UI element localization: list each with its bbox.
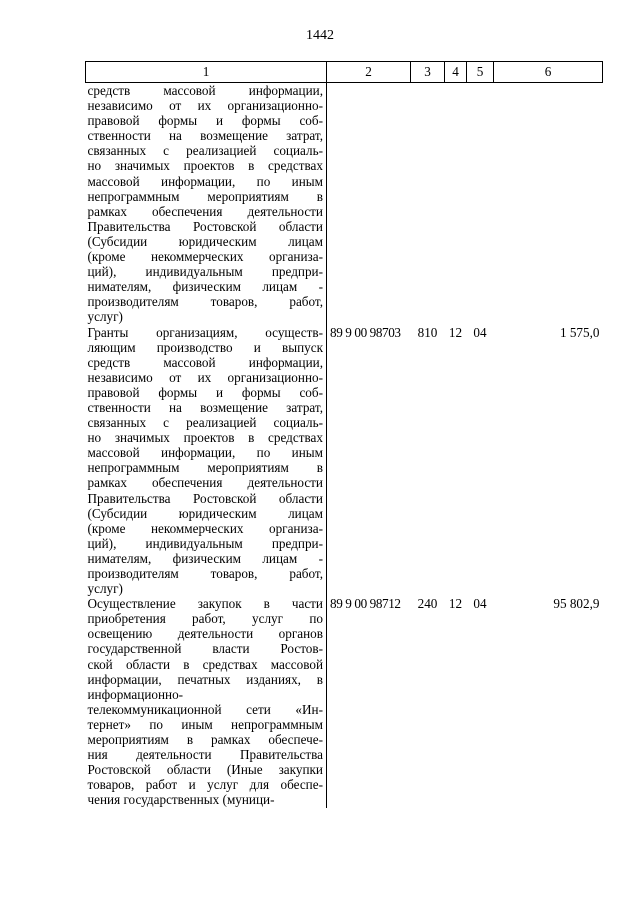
column-header-rz: 4 (445, 62, 467, 83)
name-line: информации, печатных изданиях, в (87, 671, 323, 687)
table-body (86, 83, 603, 808)
name-line: производителям товаров, работ, (87, 294, 323, 310)
column-header-csr: 2 (327, 62, 411, 83)
name-line: ляющим производство и выпуск (87, 339, 323, 355)
name-line: связанных с реализацией социаль- (87, 415, 323, 431)
cell-vr: 240 (417, 596, 438, 612)
cell-name (86, 83, 327, 325)
name-line: независимо от их организационно- (87, 369, 323, 385)
cell-sum: 1 575,0 (559, 324, 600, 340)
cell-sum: 95 802,9 (553, 596, 600, 612)
name-line: ций), индивидуальным предпри- (87, 535, 323, 551)
name-line: правовой формы и формы соб- (87, 113, 323, 129)
name-line: но значимых проектов в средствах (87, 430, 323, 446)
name-line: Ростовской области (Иные закупки (87, 762, 323, 778)
cell-pr: 04 (473, 324, 487, 340)
name-line: связанных с реализацией социаль- (87, 143, 323, 159)
name-line: рамках обеспечения деятельности (87, 475, 323, 491)
cell-sum (494, 83, 603, 325)
name-line: непрограммным мероприятиям в (87, 188, 323, 204)
cell-rz: 12 (448, 596, 463, 612)
name-line: правовой формы и формы соб- (87, 384, 323, 400)
name-line: ций), индивидуальным предпри- (87, 264, 323, 280)
name-line: услуг) (87, 309, 123, 325)
name-line: мероприятиям в рамках обеспече- (87, 732, 323, 748)
cell-csr (327, 83, 411, 325)
name-line: приобретения работ, услуг по (87, 611, 323, 627)
name-line: ственности на возмещение затрат, (87, 399, 323, 415)
cell-rz: 12 (448, 324, 463, 340)
table-row (86, 596, 603, 807)
name-line: независимо от их организационно- (87, 98, 323, 114)
name-line: услуг) (87, 581, 123, 597)
budget-table (85, 61, 603, 808)
name-line: рамках обеспечения деятельности (87, 203, 323, 219)
name-line: ственности на возмещение затрат, (87, 128, 323, 144)
cell-pr (467, 83, 494, 325)
name-line: Осуществление закупок в части (87, 596, 323, 612)
name-line: средств массовой информации, (87, 354, 323, 370)
name-line: средств массовой информации, (87, 83, 323, 98)
cell-csr: 89 9 00 98712 (330, 596, 401, 612)
column-header-vr: 3 (411, 62, 445, 83)
cell-name (86, 325, 327, 597)
name-line: (Субсидии юридическим лицам (87, 505, 323, 521)
name-line: нимателям, физическим лицам - (87, 550, 323, 566)
name-line: государственной власти Ростов- (87, 641, 323, 657)
table-row (86, 325, 603, 597)
name-line: чения государственных (муници- (87, 792, 275, 808)
cell-csr: 89 9 00 98703 (330, 324, 401, 340)
column-header-pr: 5 (467, 62, 494, 83)
name-line: Гранты организациям, осуществ- (87, 324, 323, 340)
name-line: телекоммуникационной сети «Ин- (87, 701, 323, 717)
cell-rz (445, 83, 467, 325)
name-line: Правительства Ростовской области (87, 218, 323, 234)
cell-vr: 810 (417, 324, 438, 340)
name-line: ния деятельности Правительства (87, 747, 323, 763)
name-line: (Субсидии юридическим лицам (87, 233, 323, 249)
name-line: тернет» по иным непрограммным (87, 716, 323, 732)
name-line: массовой информации, по иным (87, 445, 323, 461)
name-line: производителям товаров, работ, (87, 566, 323, 581)
name-line: но значимых проектов в средствах (87, 158, 323, 174)
cell-name (86, 596, 327, 807)
table-row (86, 83, 603, 325)
cell-vr (411, 83, 445, 325)
name-line: Правительства Ростовской области (87, 490, 323, 506)
name-line: освещению деятельности органов (87, 626, 323, 642)
name-line: (кроме некоммерческих организа- (87, 249, 323, 265)
name-line: ской области в средствах массовой (87, 656, 323, 672)
name-line: непрограммным мероприятиям в (87, 460, 323, 476)
table-header-row (86, 62, 603, 83)
name-line: нимателям, физическим лицам - (87, 279, 323, 295)
cell-pr: 04 (473, 596, 487, 612)
name-line: информационно- (87, 686, 184, 702)
name-line: товаров, работ и услуг для обеспе- (87, 777, 323, 793)
name-line: (кроме некоммерческих организа- (87, 520, 323, 536)
name-line: массовой информации, по иным (87, 173, 323, 189)
page-number: 1442 (306, 28, 334, 43)
column-header-sum: 6 (494, 62, 603, 83)
column-header-name: 1 (86, 62, 327, 83)
